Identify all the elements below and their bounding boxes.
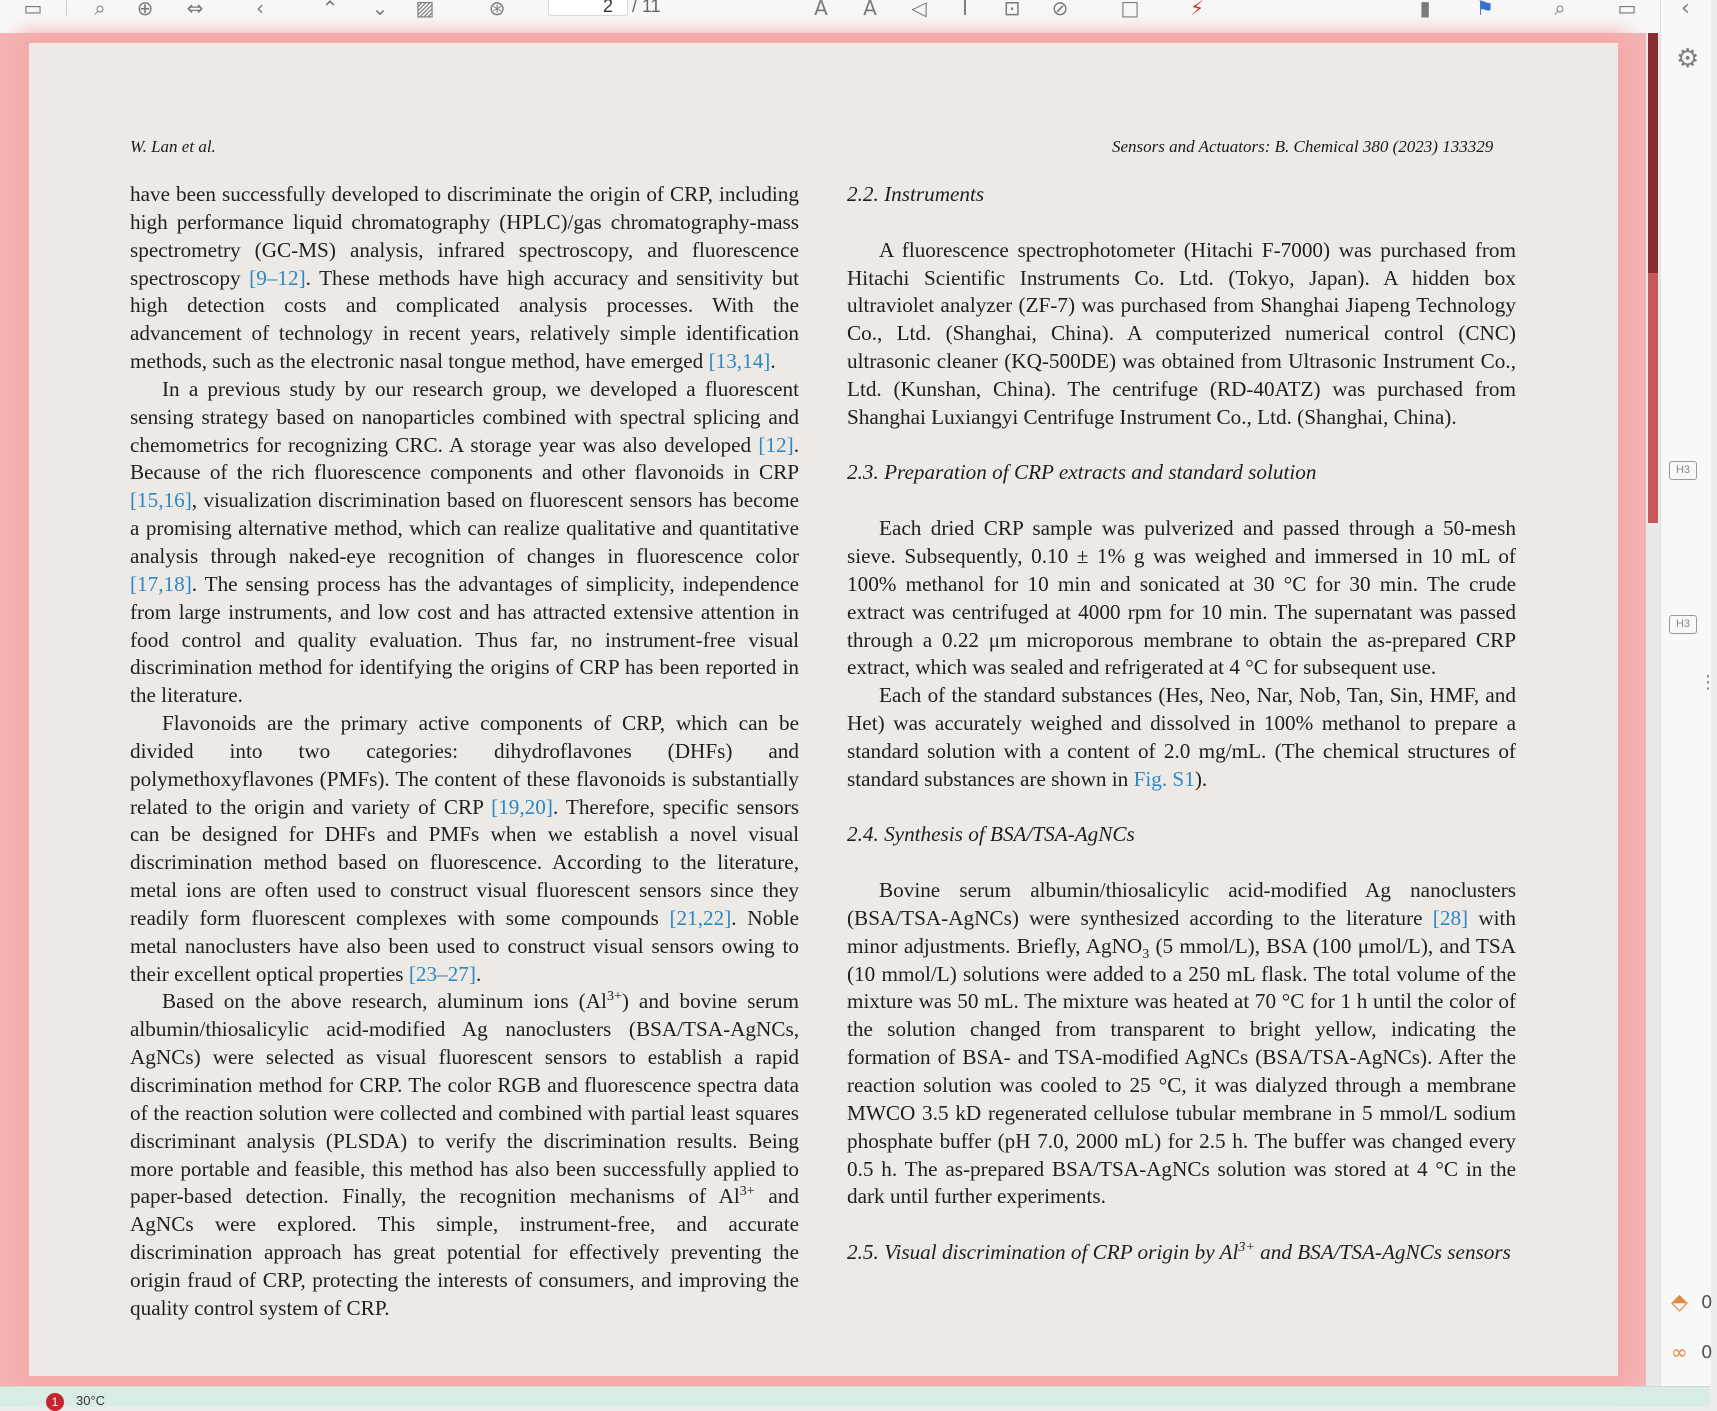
right-column [847, 181, 1516, 1267]
citation-link[interactable]: [17,18] [130, 571, 192, 596]
attach-icon[interactable]: ⊘ [1051, 0, 1069, 20]
page-down-icon[interactable]: ⌄ [371, 0, 389, 20]
toolbar-divider [66, 0, 67, 16]
paragraph: A fluorescence spectrophotometer (Hitachi F-7000) was purchased from Hitachi Scientific Instruments Co. Ltd. (Tokyo, Japan). A hidden box ultraviolet analyzer (ZF-7) was purchased from Shanghai Jiapeng Technology Co., Ltd. (Shanghai, China). A computerized numerical control (CNC) ultrasonic cleaner (KQ-500DE) was obtained from Ultrasonic Instrument Co., Ltd. (Kunshan, China). The centrifuge (RD-40ATZ) was purchased from Shanghai Luxiangyi Centrifuge Instrument Co., Ltd. (Shanghai, China). [847, 237, 1516, 429]
bookmark-icon[interactable]: ⚑ [1476, 0, 1494, 20]
fit-page-icon[interactable]: ⇔ [186, 0, 204, 20]
citation-link[interactable]: [19,20] [491, 794, 553, 819]
paragraph: Each of the standard substances (Hes, Neo, Nar, Nob, Tan, Sin, HMF, and Het) was accurately weighed and dissolved in 100% methanol to prepare a standard solution with a content of 2.0 mg/mL. (The chemical structures of standard substances are shown in Fig. S1). [847, 683, 1516, 791]
pdf-page [29, 43, 1618, 1376]
figure-link[interactable]: Fig. S1 [1133, 766, 1195, 791]
section-heading: 2.2. Instruments [847, 182, 985, 206]
view-mode-icon[interactable]: ▮ [1419, 0, 1431, 20]
page-number-input[interactable]: 2 [548, 0, 628, 16]
mind-map-icon[interactable]: ⚙ [1676, 44, 1700, 74]
section-heading: 2.5. Visual discrimination of CRP origin by $Al^{3+}$ and BSA/TSA-AgNCs sensors [847, 1240, 1511, 1265]
tag-count: 0 [1701, 1292, 1713, 1313]
left-column [130, 181, 799, 1323]
paragraph: Each dried CRP sample was pulverized and passed through a 50-mesh sieve. Subsequently, 0.10 ± 1% g was weighed and immersed in 10 mL of 100% methanol for 10 min and sonicated at 30 °C for 30 min. The crude extract was centrifuged at 4000 rpm for 10 min. The supernatant was passed through a 0.22 μm microporous membrane to obtain the as-prepared CRP extract, which was sealed and refrigerated at 4 °C for subsequent use. [847, 516, 1516, 680]
paragraph: Based on the above research, aluminum ions $(Al^{3+})$ and bovine serum albumin/thiosalicylic acid-modified Ag nanoclusters (BSA/TSA-AgNCs, AgNCs) were selected as visual fluorescent sensors to establish a rapid discrimination method for CRP. The color RGB and fluorescence spectra data of the reaction solution were collected and combined with partial least squares discriminant analysis (PLSDA) to verify the discrimination results. Being more portable and feasible, this method has also been successfully applied to paper-based detection. Finally, the recognition mechanisms of $Al^{3+}$ and AgNCs were explored. This simple, instrument-free, and accurate discrimination approach has great potential for effectively preventing the origin fraud of CRP, protecting the interests of consumers, and improving the quality control system of CRP. [130, 989, 799, 1320]
panel-toggle-icon[interactable]: ▭ [1617, 0, 1637, 20]
scrollbar-highlight [1648, 273, 1658, 523]
insert-icon[interactable]: ◁ [911, 0, 927, 20]
image-tool-icon[interactable]: ▨ [415, 0, 435, 20]
paragraph: have been successfully developed to discriminate the origin of CRP, including high performance liquid chromatography (HPLC)/gas chromatography-mass spectrometry (GC-MS) analysis, infrared spectroscopy, and fluorescence spectroscopy [9–12]. These methods have high accuracy and sensitivity but high detection costs and complicated analysis processes. With the advancement of technology in recent years, relatively simple identification methods, such as the electronic nasal tongue method, have emerged [13,14]. [130, 182, 799, 374]
citation-link[interactable]: [28] [1432, 905, 1469, 930]
crop-icon[interactable]: ⊡ [1003, 0, 1021, 20]
paragraph: In a previous study by our research group, we developed a fluorescent sensing strategy based on nanoparticles combined with spectral splicing and chemometrics for recognizing CRC. A storage year was also developed [12]. Because of the rich fluorescence components and other flavonoids in CRP [15,16], visualization discrimination based on fluorescent sensors has become a promising alternative method, which can realize qualitative and quantitative analysis through naked-eye recognition of changes in fluorescence color [17,18]. The sensing process has the advantages of simplicity, independence from large instruments, and low cost and has attracted extensive attention in food control and quality evaluation. Thus far, no instrument-free visual discrimination method for identifying the origins of CRP has been reported in the literature. [130, 376, 799, 708]
text-box-icon[interactable]: A [814, 0, 828, 20]
pdf-tools-icon[interactable]: ⚡ [1189, 0, 1205, 20]
page-total-label: / 11 [632, 0, 661, 16]
citation-link[interactable]: [9–12] [249, 265, 306, 290]
text-cursor-icon[interactable]: I [962, 0, 968, 20]
running-header-authors: W. Lan et al. [130, 137, 216, 156]
taskbar [0, 1386, 1710, 1407]
vertical-scrollbar[interactable] [1646, 33, 1660, 1386]
underline-text-icon[interactable]: A [863, 0, 877, 20]
weather-temperature[interactable]: 30°C [76, 1393, 106, 1408]
document-viewport[interactable] [0, 33, 1646, 1386]
tag-icon[interactable]: ⬘ [1671, 1290, 1688, 1315]
sidebar-toggle-icon[interactable]: ▭ [23, 0, 43, 20]
outline-h3-badge[interactable]: H3 [1669, 615, 1697, 634]
find-icon[interactable]: ⌕ [1554, 0, 1566, 20]
drag-handle-icon[interactable]: ⋮ [1699, 672, 1717, 693]
citation-link[interactable]: [23–27] [408, 961, 476, 986]
citation-link[interactable]: [12] [758, 432, 794, 457]
link-count: 0 [1701, 1342, 1713, 1363]
citation-link[interactable]: [21,22] [669, 905, 732, 930]
back-arrow-icon[interactable]: ‹ [256, 0, 264, 20]
annotation-icon[interactable]: ⊛ [488, 0, 506, 20]
running-header-journal: Sensors and Actuators: B. Chemical 380 (2023) 133329 [1112, 137, 1494, 156]
collapse-chevron-icon[interactable]: ‹ [1681, 0, 1690, 21]
paragraph: Bovine serum albumin/thiosalicylic acid-modified Ag nanoclusters (BSA/TSA-AgNCs) were synthesized according to the literature [28] with minor adjustments. Briefly, AgNO$_3$ (5 mmol/L), BSA (100 μmol/L), and TSA (10 mmol/L) solutions were added to a 250 mL flask. The total volume of the mixture was 50 mL. The mixture was heated at 70 °C for 1 h until the color of the solution changed from transparent to bright yellow, indicating the formation of BSA- and TSA-modified AgNCs (BSA/TSA-AgNCs). After the reaction solution was cooled to 25 °C, it was dialyzed through a membrane MWCO 3.5 kD regenerated cellulose tubular membrane in 5 mmol/L sodium phosphate buffer (pH 7.0, 2000 mL) for 2.5 h. The buffer was changed every 0.5 h. The as-prepared BSA/TSA-AgNCs solution was stored at 4 °C in the dark until further experiments. [847, 878, 1516, 1209]
citation-link[interactable]: [15,16] [130, 488, 192, 513]
search-icon[interactable]: ⌕ [94, 0, 106, 20]
toolbar [0, 0, 1710, 34]
section-heading: 2.3. Preparation of CRP extracts and standard solution [847, 460, 1317, 485]
paragraph: Flavonoids are the primary active components of CRP, which can be divided into two categories: dihydroflavones (DHFs) and polymethoxyflavones (PMFs). The content of these flavonoids is substantially related to the origin and variety of CRP [19,20]. Therefore, specific sensors can be designed for DHFs and PMFs when we establish a novel visual discrimination method based on fluorescence. According to the literature, metal ions are often used to construct visual fluorescent sensors since they readily form fluorescent complexes with some compounds [21,22]. Noble metal nanoclusters have also been used to construct visual sensors owing to their excellent optical properties [23–27]. [130, 711, 800, 986]
citation-link[interactable]: [13,14] [708, 349, 771, 374]
right-side-panel [1660, 0, 1717, 1386]
zoom-in-icon[interactable]: ⊕ [136, 0, 154, 20]
page-up-icon[interactable]: ⌃ [321, 0, 339, 20]
outline-h3-badge[interactable]: H3 [1669, 461, 1697, 480]
link-icon[interactable]: ∞ [1671, 1340, 1688, 1364]
color-swatch-icon[interactable]: □ [1120, 0, 1140, 20]
section-heading: 2.4. Synthesis of BSA/TSA-AgNCs [847, 822, 1135, 847]
notification-badge[interactable]: 1 [46, 1393, 64, 1411]
